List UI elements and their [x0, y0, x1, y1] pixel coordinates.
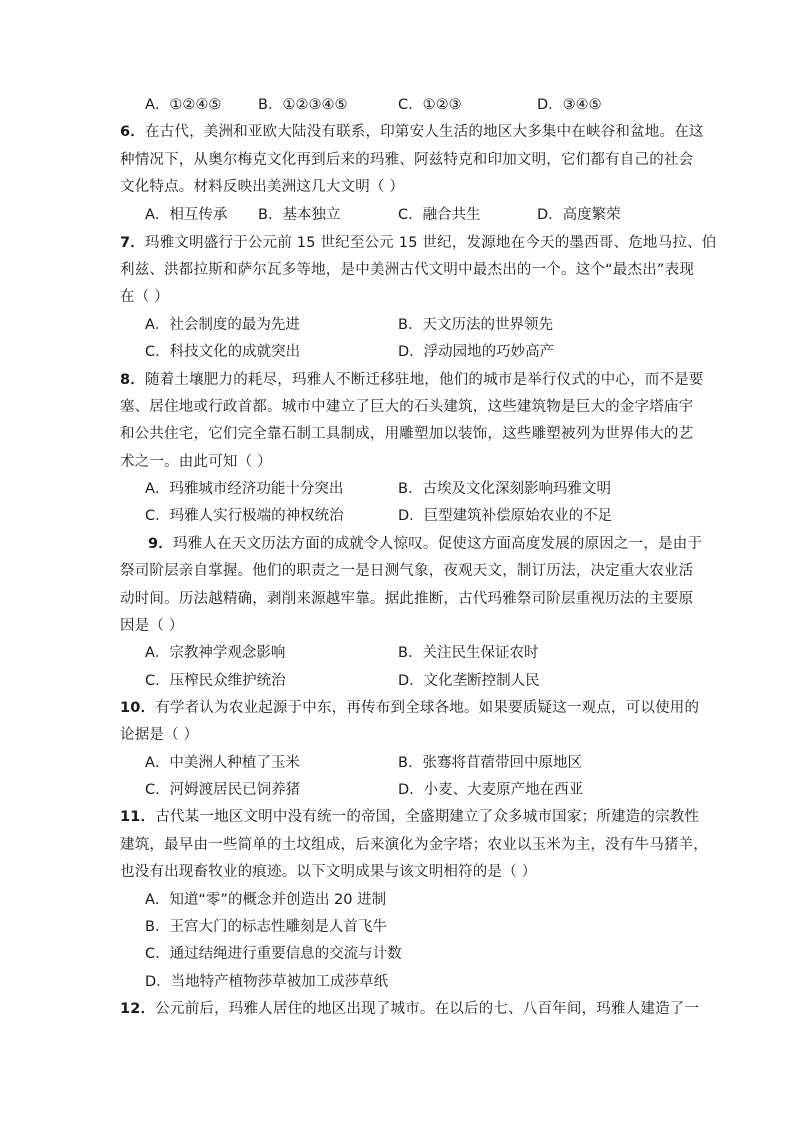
q8-option-c: C．玛雅人实行极端的神权统治: [145, 508, 344, 524]
q7-option-d: D．浮动园地的巧妙高产: [398, 344, 555, 360]
q9-line-4: 因是（ ）: [120, 618, 184, 634]
q9-line-2: 祭司阶层亲自掌握。他们的职责之一是日测气象，夜观天文，制订历法，决定重大农业活: [120, 563, 694, 579]
q11-number: 11．: [120, 809, 156, 825]
q10-number: 10．: [120, 700, 156, 716]
q5-option-c: C．①②③: [398, 97, 462, 113]
q8-line-3: 和公共住宅，它们完全靠石制工具制成，用雕塑加以装饰，这些雕塑被列为世界伟大的艺: [120, 426, 694, 442]
q9-option-c: C．压榨民众维护统治: [145, 673, 286, 689]
q10-option-d: D．小麦、大麦原产地在西亚: [398, 782, 584, 798]
q11-line-1: [120, 807, 699, 827]
q9-line-1: [148, 534, 702, 554]
q9-option-b: B．关注民生保证农时: [398, 645, 539, 661]
q6-line-3: 文化特点。材料反映出美洲这几大文明（ ）: [120, 179, 405, 195]
q6-number: 6．: [120, 124, 145, 140]
q10-option-c: C．河姆渡居民已饲养猪: [145, 782, 301, 798]
q9-option-a: A．宗教神学观念影响: [145, 645, 286, 661]
q8-option-d: D．巨型建筑补偿原始农业的不足: [398, 508, 613, 524]
q7-option-b: B．天文历法的世界领先: [398, 317, 553, 333]
q11-line-3: 也没有出现畜牧业的痕迹。以下文明成果与该文明相符的是（ ）: [120, 864, 537, 880]
q10-line-2: 论据是（ ）: [120, 727, 199, 743]
q11-option-b: B．王宫大门的标志性雕刻是人首飞牛: [145, 919, 387, 935]
q6-line-2: 种情况下，从奥尔梅克文化再到后来的玛雅、阿兹特克和印加文明，它们都有自己的社会: [120, 152, 694, 168]
q7-line-1: [120, 233, 716, 253]
q7-number: 7．: [120, 235, 145, 251]
q12-number: 12．: [120, 1001, 156, 1017]
q5-option-b: B．①②③④⑤: [258, 97, 348, 113]
q10-text: 有学者认为农业起源于中东，再传布到全球各地。如果要质疑这一观点，可以使用的: [155, 700, 700, 716]
q6-text: 在古代，美洲和亚欧大陆没有联系，印第安人生活的地区大多集中在峡谷和盆地。在这: [145, 124, 704, 140]
q8-line-4: 术之一。由此可知（ ）: [120, 454, 272, 470]
q11-option-a: A．知道“零”的概念并创造出 20 进制: [145, 892, 387, 908]
q11-option-c: C．通过结绳进行重要信息的交流与计数: [145, 946, 402, 962]
q8-option-b: B．古埃及文化深刻影响玛雅文明: [398, 481, 611, 497]
q8-line-2: 塞、居住地或行政首都。城市中建立了巨大的石头建筑，这些建筑物是巨大的金字塔庙宇: [120, 399, 694, 415]
q9-text: 玛雅人在天文历法方面的成就令人惊叹。促使这方面高度发展的原因之一，是由于: [173, 536, 703, 552]
q6-line-1: [120, 122, 704, 142]
q7-text: 玛雅文明盛行于公元前 15 世纪至公元 15 世纪，发源地在今天的墨西哥、危地马拉、伯: [145, 235, 717, 251]
q7-option-c: C．科技文化的成就突出: [145, 344, 301, 360]
q12-line-1: [120, 999, 699, 1019]
q8-text: 随着土壤肥力的耗尽，玛雅人不断迁移驻地，他们的城市是举行仪式的中心，而不是要: [145, 372, 704, 388]
q11-text: 古代某一地区文明中没有统一的帝国，全盛期建立了众多城市国家；所建造的宗教性: [155, 809, 700, 825]
q9-option-d: D．文化垄断控制人民: [398, 673, 540, 689]
q7-option-a: A．社会制度的最为先进: [145, 317, 300, 333]
q8-number: 8．: [120, 372, 145, 388]
q10-option-b: B．张骞将苜蓿带回中原地区: [398, 755, 582, 771]
q9-line-3: 动时间。历法越精确，剥削来源越牢靠。据此推断，古代玛雅祭司阶层重视历法的主要原: [120, 591, 694, 607]
q8-line-1: [120, 370, 704, 390]
q7-line-3: 在（ ）: [120, 289, 169, 305]
q11-option-d: D．当地特产植物莎草被加工成莎草纸: [145, 974, 389, 990]
q9-number: 9．: [148, 536, 173, 552]
q8-option-a: A．玛雅城市经济功能十分突出: [145, 481, 344, 497]
q12-text: 公元前后，玛雅人居住的地区出现了城市。在以后的七、八百年间，玛雅人建造了一: [155, 1001, 700, 1017]
q10-line-1: [120, 698, 699, 718]
q7-line-2: 利兹、洪都拉斯和萨尔瓦多等地，是中美洲古代文明中最杰出的一个。这个“最杰出”表现: [120, 262, 695, 278]
q6-option-b: B．基本独立: [258, 207, 341, 223]
q5-option-d: D．③④⑤: [537, 97, 602, 113]
q6-option-c: C．融合共生: [398, 207, 481, 223]
q6-option-a: A．相互传承: [145, 207, 228, 223]
q11-line-2: 建筑，最早由一些简单的土坟组成，后来演化为金字塔；农业以玉米为主，没有牛马猪羊，: [120, 837, 708, 853]
q5-option-a: A．①②④⑤: [145, 97, 222, 113]
q10-option-a: A．中美洲人种植了玉米: [145, 755, 300, 771]
q6-option-d: D．高度繁荣: [537, 207, 621, 223]
